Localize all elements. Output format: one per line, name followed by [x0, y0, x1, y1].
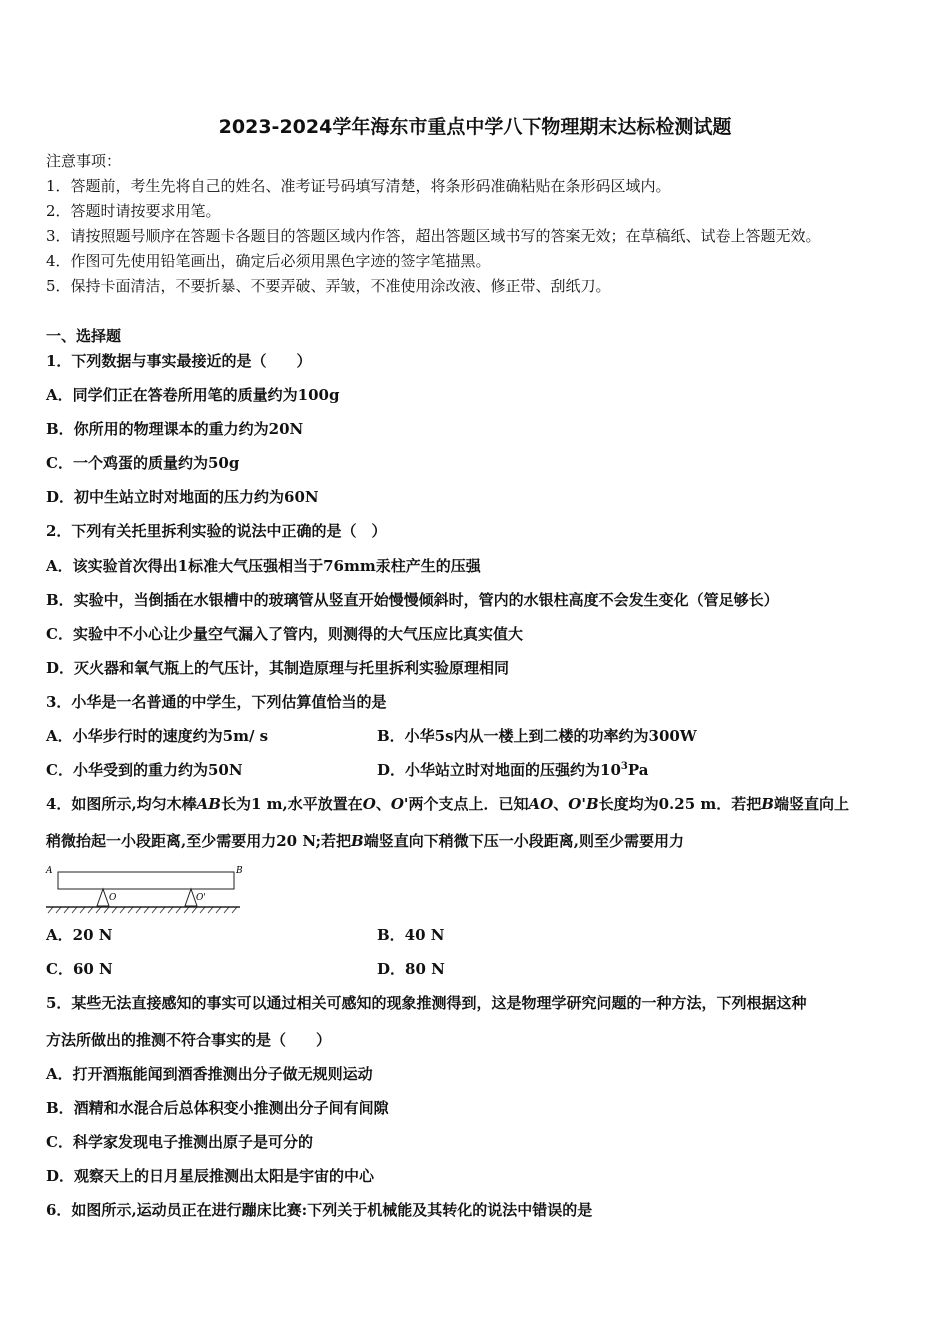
- note-item: 4．作图可先使用铅笔画出，确定后必须用黑色字迹的签字笔描黑。: [46, 252, 491, 270]
- note-item: 3．请按照题号顺序在答题卡各题目的答题区域内作答，超出答题区域书写的答案无效；在草稿纸、试卷上答题无效。: [46, 227, 821, 245]
- question-stem: 1．下列数据与事实最接近的是（ ）: [46, 352, 312, 370]
- option: B．酒精和水混合后总体积变小推测出分子间有间隙: [46, 1099, 389, 1117]
- section-heading: 一、选择题: [46, 327, 122, 345]
- option: D．80 N: [377, 960, 445, 978]
- rod: [58, 872, 234, 889]
- support-o: [97, 889, 109, 906]
- question-stem: 3．小华是一名普通的中学生，下列估算值恰当的是: [46, 693, 387, 711]
- option: C．60 N: [46, 960, 113, 978]
- option: C．科学家发现电子推测出原子是可分的: [46, 1133, 313, 1151]
- option: B．你所用的物理课本的重力约为20N: [46, 420, 304, 438]
- note-item: 2．答题时请按要求用笔。: [46, 202, 221, 220]
- label-o: O: [109, 893, 117, 903]
- option: D．灭火器和氧气瓶上的气压计，其制造原理与托里拆利实验原理相同: [46, 659, 510, 677]
- note-item: 5．保持卡面清洁，不要折暴、不要弄破、弄皱，不准使用涂改液、修正带、刮纸刀。: [46, 277, 611, 295]
- option: B．实验中，当倒插在水银槽中的玻璃管从竖直开始慢慢倾斜时，管内的水银柱高度不会发生变化（管足够长）: [46, 591, 779, 609]
- question-stem-continued: 方法所做出的推测不符合事实的是（ ）: [46, 1031, 332, 1049]
- option: B．小华5s内从一楼上到二楼的功率约为300W: [377, 727, 697, 745]
- lever-figure: [44, 860, 249, 916]
- notes-heading: 注意事项：: [46, 152, 122, 170]
- label-b: B: [236, 866, 243, 876]
- question-stem: 4．如图所示,均匀木棒AB长为1 m,水平放置在O、O'两个支点上．已知AO、O'B长度均为0.25 m．若把B端竖直向上: [46, 795, 849, 813]
- option: A．小华步行时的速度约为5m/ s: [46, 727, 269, 745]
- note-item: 1．答题前，考生先将自己的姓名、准考证号码填写清楚，将条形码准确粘贴在条形码区域内。: [46, 177, 671, 195]
- question-stem-continued: 稍微抬起一小段距离,至少需要用力20 N;若把B端竖直向下稍微下压一小段距离,则至少需要用力: [46, 832, 684, 850]
- label-o2: O': [196, 893, 206, 903]
- label-a: A: [46, 866, 53, 876]
- option: B．40 N: [377, 926, 445, 944]
- option: D．观察天上的日月星辰推测出太阳是宇宙的中心: [46, 1167, 375, 1185]
- option: C．小华受到的重力约为50N: [46, 761, 243, 779]
- question-stem: 5．某些无法直接感知的事实可以通过相关可感知的现象推测得到，这是物理学研究问题的一种方法，下列根据这种: [46, 994, 807, 1012]
- question-stem: 6．如图所示,运动员正在进行蹦床比赛:下列关于机械能及其转化的说法中错误的是: [46, 1201, 593, 1219]
- option: C．实验中不小心让少量空气漏入了管内，则测得的大气压应比真实值大: [46, 625, 523, 643]
- option: D．小华站立时对地面的压强约为$10^3Pa$: [377, 761, 649, 779]
- question-stem: 2．下列有关托里拆利实验的说法中正确的是（ ）: [46, 522, 387, 540]
- option: A．同学们正在答卷所用笔的质量约为100g: [46, 386, 340, 404]
- page-title: 2023-2024学年海东市重点中学八下物理期末达标检测试题: [218, 116, 732, 138]
- option: A．打开酒瓶能闻到酒香推测出分子做无规则运动: [46, 1065, 373, 1083]
- option: A．20 N: [46, 926, 113, 944]
- option: C．一个鸡蛋的质量约为50g: [46, 454, 240, 472]
- option: A．该实验首次得出1标准大气压强相当于76mm汞柱产生的压强: [46, 557, 481, 575]
- option: D．初中生站立时对地面的压力约为60N: [46, 488, 319, 506]
- ground-hatch: [48, 907, 237, 913]
